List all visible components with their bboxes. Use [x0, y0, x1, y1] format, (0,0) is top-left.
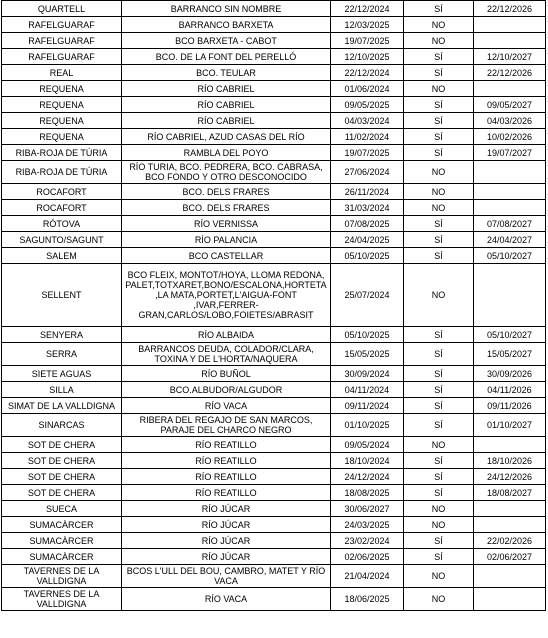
cauce-cell: BCO. DE LA FONT DEL PERELLÓ	[122, 49, 331, 65]
cauce-cell: BARRANCOS DEUDA, COLADOR/CLARA, TOXINA Y DE L'HORTA/NAQUERA	[122, 343, 331, 366]
municipio-cell: RAFELGUARAF	[2, 33, 122, 49]
fecha-cell: 27/06/2024	[331, 161, 404, 184]
municipio-cell: RAFELGUARAF	[2, 17, 122, 33]
caducidad-cell	[474, 81, 546, 97]
fecha-cell: 19/07/2025	[331, 33, 404, 49]
table-row	[2, 382, 546, 398]
fecha-cell: 01/10/2025	[331, 414, 404, 437]
municipio-cell: SELLENT	[2, 264, 122, 327]
cauce-cell: RÍO VERNISSA	[122, 216, 331, 232]
cauce-cell: RÍO CABRIEL	[122, 81, 331, 97]
cauce-cell: RÍO JÚCAR	[122, 501, 331, 517]
fecha-cell: 26/11/2024	[331, 184, 404, 200]
caducidad-cell	[474, 501, 546, 517]
caducidad-cell: 24/12/2026	[474, 469, 546, 485]
estado-cell: SÍ	[404, 469, 474, 485]
cauce-cell: RÍO PALANCIA	[122, 232, 331, 248]
municipio-cell: QUARTELL	[2, 1, 122, 17]
estado-cell: SÍ	[404, 97, 474, 113]
fecha-cell: 24/04/2025	[331, 232, 404, 248]
fecha-cell: 18/08/2025	[331, 485, 404, 501]
fecha-cell: 09/11/2024	[331, 398, 404, 414]
permits-table	[1, 0, 546, 611]
cauce-cell: RIBERA DEL REGAJO DE SAN MARCOS, PARAJE DEL CHARCO NEGRO	[122, 414, 331, 437]
caducidad-cell: 30/09/2026	[474, 366, 546, 382]
municipio-cell: SUMACÀRCER	[2, 533, 122, 549]
estado-cell: NO	[404, 565, 474, 588]
estado-cell: SÍ	[404, 65, 474, 81]
table-row	[2, 200, 546, 216]
fecha-cell: 04/11/2024	[331, 382, 404, 398]
cauce-cell: BCO.ALBUDOR/ALGUDOR	[122, 382, 331, 398]
fecha-cell: 07/08/2025	[331, 216, 404, 232]
table-row	[2, 264, 546, 327]
table-row	[2, 248, 546, 264]
fecha-cell: 18/10/2024	[331, 453, 404, 469]
cauce-cell: RÍO VACA	[122, 398, 331, 414]
fecha-cell: 24/12/2024	[331, 469, 404, 485]
table-row	[2, 216, 546, 232]
cauce-cell: BCO. DELS FRARES	[122, 200, 331, 216]
cauce-cell: RÍO JÚCAR	[122, 549, 331, 565]
caducidad-cell	[474, 161, 546, 184]
estado-cell: NO	[404, 17, 474, 33]
municipio-cell: RÓTOVA	[2, 216, 122, 232]
table-row	[2, 161, 546, 184]
estado-cell: SÍ	[404, 382, 474, 398]
municipio-cell: SERRA	[2, 343, 122, 366]
estado-cell: SÍ	[404, 216, 474, 232]
fecha-cell: 12/10/2025	[331, 49, 404, 65]
table-row	[2, 81, 546, 97]
municipio-cell: TAVERNES DE LA VALLDIGNA	[2, 588, 122, 611]
municipio-cell: RIBA-ROJA DE TÚRIA	[2, 161, 122, 184]
municipio-cell: SOT DE CHERA	[2, 485, 122, 501]
fecha-cell: 05/10/2025	[331, 248, 404, 264]
caducidad-cell: 05/10/2027	[474, 248, 546, 264]
table-row	[2, 33, 546, 49]
table-body	[2, 1, 546, 611]
estado-cell: NO	[404, 184, 474, 200]
caducidad-cell: 07/08/2027	[474, 216, 546, 232]
cauce-cell: BCOS L'ULL DEL BOU, CAMBRO, MATET Y RÍO VACA	[122, 565, 331, 588]
estado-cell: SÍ	[404, 453, 474, 469]
cauce-cell: BCO. TEULAR	[122, 65, 331, 81]
table-row	[2, 485, 546, 501]
fecha-cell: 19/07/2025	[331, 145, 404, 161]
fecha-cell: 05/10/2025	[331, 327, 404, 343]
municipio-cell: ROCAFORT	[2, 200, 122, 216]
caducidad-cell: 18/10/2026	[474, 453, 546, 469]
municipio-cell: SENYERA	[2, 327, 122, 343]
estado-cell: SÍ	[404, 232, 474, 248]
caducidad-cell	[474, 565, 546, 588]
table-row	[2, 549, 546, 565]
table-row	[2, 414, 546, 437]
estado-cell: SÍ	[404, 485, 474, 501]
fecha-cell: 24/03/2025	[331, 517, 404, 533]
caducidad-cell: 12/10/2027	[474, 49, 546, 65]
estado-cell: SÍ	[404, 327, 474, 343]
table-row	[2, 533, 546, 549]
municipio-cell: SIMAT DE LA VALLDIGNA	[2, 398, 122, 414]
table-row	[2, 565, 546, 588]
municipio-cell: SUECA	[2, 501, 122, 517]
fecha-cell: 31/03/2024	[331, 200, 404, 216]
caducidad-cell: 04/11/2026	[474, 382, 546, 398]
municipio-cell: REQUENA	[2, 97, 122, 113]
caducidad-cell: 22/02/2026	[474, 533, 546, 549]
municipio-cell: RAFELGUARAF	[2, 49, 122, 65]
municipio-cell: SOT DE CHERA	[2, 453, 122, 469]
cauce-cell: RÍO VACA	[122, 588, 331, 611]
estado-cell: SÍ	[404, 129, 474, 145]
estado-cell: NO	[404, 81, 474, 97]
caducidad-cell	[474, 588, 546, 611]
caducidad-cell: 15/05/2027	[474, 343, 546, 366]
estado-cell: SÍ	[404, 1, 474, 17]
municipio-cell: SINARCAS	[2, 414, 122, 437]
caducidad-cell: 09/05/2027	[474, 97, 546, 113]
caducidad-cell: 18/08/2027	[474, 485, 546, 501]
municipio-cell: REQUENA	[2, 113, 122, 129]
estado-cell: SÍ	[404, 533, 474, 549]
municipio-cell: REQUENA	[2, 129, 122, 145]
caducidad-cell: 01/10/2027	[474, 414, 546, 437]
cauce-cell: RÍO REATILLO	[122, 485, 331, 501]
estado-cell: SÍ	[404, 343, 474, 366]
municipio-cell: SAGUNTO/SAGUNT	[2, 232, 122, 248]
caducidad-cell: 10/02/2026	[474, 129, 546, 145]
fecha-cell: 30/06/2027	[331, 501, 404, 517]
cauce-cell: BCO BARXETA - CABOT	[122, 33, 331, 49]
caducidad-cell: 22/12/2026	[474, 65, 546, 81]
estado-cell: NO	[404, 437, 474, 453]
caducidad-cell: 24/04/2027	[474, 232, 546, 248]
fecha-cell: 09/05/2025	[331, 97, 404, 113]
fecha-cell: 22/12/2024	[331, 1, 404, 17]
table-row	[2, 17, 546, 33]
table-row	[2, 129, 546, 145]
table-row	[2, 453, 546, 469]
cauce-cell: RÍO CABRIEL	[122, 97, 331, 113]
caducidad-cell: 05/10/2027	[474, 327, 546, 343]
table-row	[2, 517, 546, 533]
table-row	[2, 437, 546, 453]
caducidad-cell	[474, 33, 546, 49]
municipio-cell: SIETE AGUAS	[2, 366, 122, 382]
municipio-cell: TAVERNES DE LA VALLDIGNA	[2, 565, 122, 588]
table-row	[2, 327, 546, 343]
estado-cell: SÍ	[404, 549, 474, 565]
municipio-cell: SOT DE CHERA	[2, 469, 122, 485]
fecha-cell: 01/06/2024	[331, 81, 404, 97]
fecha-cell: 02/06/2025	[331, 549, 404, 565]
estado-cell: NO	[404, 33, 474, 49]
municipio-cell: REQUENA	[2, 81, 122, 97]
municipio-cell: SILLA	[2, 382, 122, 398]
cauce-cell: BARRANCO BARXETA	[122, 17, 331, 33]
cauce-cell: RÍO REATILLO	[122, 469, 331, 485]
municipio-cell: SUMACÀRCER	[2, 549, 122, 565]
estado-cell: SÍ	[404, 113, 474, 129]
estado-cell: SÍ	[404, 145, 474, 161]
fecha-cell: 11/02/2024	[331, 129, 404, 145]
table-row	[2, 113, 546, 129]
table-row	[2, 49, 546, 65]
table-row	[2, 97, 546, 113]
cauce-cell: RÍO ALBAIDA	[122, 327, 331, 343]
municipio-cell: SUMACÀRCER	[2, 517, 122, 533]
fecha-cell: 30/09/2024	[331, 366, 404, 382]
table-row	[2, 1, 546, 17]
table-row	[2, 65, 546, 81]
estado-cell: SÍ	[404, 49, 474, 65]
fecha-cell: 15/05/2025	[331, 343, 404, 366]
municipio-cell: REAL	[2, 65, 122, 81]
table-row	[2, 501, 546, 517]
cauce-cell: BARRANCO SIN NOMBRE	[122, 1, 331, 17]
table-row	[2, 184, 546, 200]
caducidad-cell: 22/12/2026	[474, 1, 546, 17]
caducidad-cell	[474, 517, 546, 533]
caducidad-cell	[474, 264, 546, 327]
municipio-cell: SOT DE CHERA	[2, 437, 122, 453]
cauce-cell: RAMBLA DEL POYO	[122, 145, 331, 161]
cauce-cell: RÍO CABRIEL, AZUD CASAS DEL RÍO	[122, 129, 331, 145]
table-row	[2, 469, 546, 485]
fecha-cell: 21/04/2024	[331, 565, 404, 588]
fecha-cell: 04/03/2024	[331, 113, 404, 129]
fecha-cell: 12/03/2025	[331, 17, 404, 33]
estado-cell: NO	[404, 517, 474, 533]
cauce-cell: BCO. DELS FRARES	[122, 184, 331, 200]
estado-cell: SÍ	[404, 414, 474, 437]
table-row	[2, 145, 546, 161]
estado-cell: SÍ	[404, 248, 474, 264]
municipio-cell: ROCAFORT	[2, 184, 122, 200]
cauce-cell: RÍO BUÑOL	[122, 366, 331, 382]
caducidad-cell: 09/11/2026	[474, 398, 546, 414]
municipio-cell: SALEM	[2, 248, 122, 264]
estado-cell: NO	[404, 501, 474, 517]
caducidad-cell: 04/03/2026	[474, 113, 546, 129]
cauce-cell: BCO FLEIX, MONTOT/HOYA, LLOMA REDONA, PALET,TOTXARET,BONO/ESCALONA,HORTETA ,LA MATA,PORTET,L'AIGUA-FONT ,IVAR,FERRER-GRAN,CARLOS/LOBO,FOIETES/ABRASIT	[122, 264, 331, 327]
table-row	[2, 398, 546, 414]
estado-cell: NO	[404, 161, 474, 184]
estado-cell: SÍ	[404, 366, 474, 382]
fecha-cell: 23/02/2024	[331, 533, 404, 549]
fecha-cell: 25/07/2024	[331, 264, 404, 327]
caducidad-cell	[474, 184, 546, 200]
table-row	[2, 343, 546, 366]
estado-cell: NO	[404, 200, 474, 216]
cauce-cell: BCO CASTELLAR	[122, 248, 331, 264]
table-row	[2, 588, 546, 611]
caducidad-cell: 02/06/2027	[474, 549, 546, 565]
caducidad-cell	[474, 17, 546, 33]
table-row	[2, 232, 546, 248]
estado-cell: NO	[404, 264, 474, 327]
cauce-cell: RÍO JÚCAR	[122, 517, 331, 533]
cauce-cell: RÍO TURIA, BCO. PEDRERA, BCO. CABRASA, BCO FONDO Y OTRO DESCONOCIDO	[122, 161, 331, 184]
municipio-cell: RIBA-ROJA DE TÚRIA	[2, 145, 122, 161]
cauce-cell: RÍO REATILLO	[122, 437, 331, 453]
estado-cell: SÍ	[404, 398, 474, 414]
caducidad-cell	[474, 200, 546, 216]
table-row	[2, 366, 546, 382]
cauce-cell: RÍO REATILLO	[122, 453, 331, 469]
caducidad-cell: 19/07/2027	[474, 145, 546, 161]
fecha-cell: 22/12/2024	[331, 65, 404, 81]
fecha-cell: 18/06/2025	[331, 588, 404, 611]
cauce-cell: RÍO JÚCAR	[122, 533, 331, 549]
caducidad-cell	[474, 437, 546, 453]
fecha-cell: 09/05/2024	[331, 437, 404, 453]
estado-cell: NO	[404, 588, 474, 611]
cauce-cell: RÍO CABRIEL	[122, 113, 331, 129]
